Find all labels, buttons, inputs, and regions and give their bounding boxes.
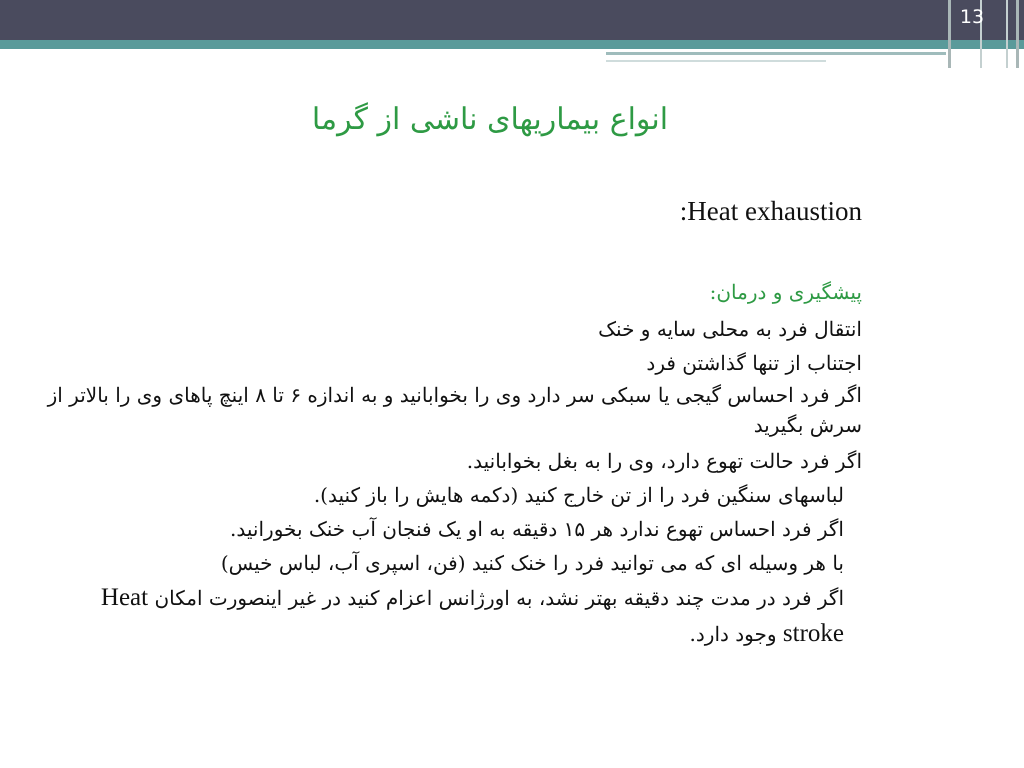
decorative-vertical-line: [1006, 0, 1008, 68]
header-band: [0, 0, 1024, 40]
body-text: اگر فرد در مدت چند دقیقه بهتر نشد، به اورژانس اعزام کنید در غیر اینصورت امکان: [154, 586, 844, 610]
body-line: لباسهای سنگین فرد را از تن خارج کنید (دکمه هایش را باز کنید).: [313, 483, 844, 507]
body-line: اجتناب از تنها گذاشتن فرد: [646, 351, 862, 375]
body-line-final: [42, 580, 862, 652]
decorative-line: [606, 52, 946, 55]
body-line: اگر فرد احساس تهوع ندارد هر ۱۵ دقیقه به او یک فنجان آب خنک بخورانید.: [230, 517, 844, 541]
decorative-line: [606, 60, 826, 62]
section-label: پیشگیری و درمان:: [709, 280, 862, 304]
heat-stroke-term: Heat stroke: [100, 584, 844, 647]
slide-number: 13: [959, 6, 985, 28]
slide-body: [42, 312, 862, 652]
body-line: اگر فرد حالت تهوع دارد، وی را به بغل بخوابانید.: [466, 449, 862, 473]
subheading: :Heat exhaustion: [679, 196, 862, 226]
body-text: وجود دارد.: [689, 622, 777, 646]
header-accent-band: [0, 40, 1024, 49]
slide-title: انواع بیماریهای ناشی از گرما: [311, 102, 669, 137]
decorative-vertical-line: [1016, 0, 1019, 68]
body-line: اگر فرد احساس گیجی یا سبکی سر دارد وی را بخوابانید و به اندازه ۶ تا ۸ اینچ پاهای وی را بالاتر از سرش بگیرید: [47, 383, 862, 437]
body-line: انتقال فرد به محلی سایه و خنک: [598, 317, 862, 341]
body-line: با هر وسیله ای که می توانید فرد را خنک کنید (فن، اسپری آب، لباس خیس): [220, 551, 844, 575]
